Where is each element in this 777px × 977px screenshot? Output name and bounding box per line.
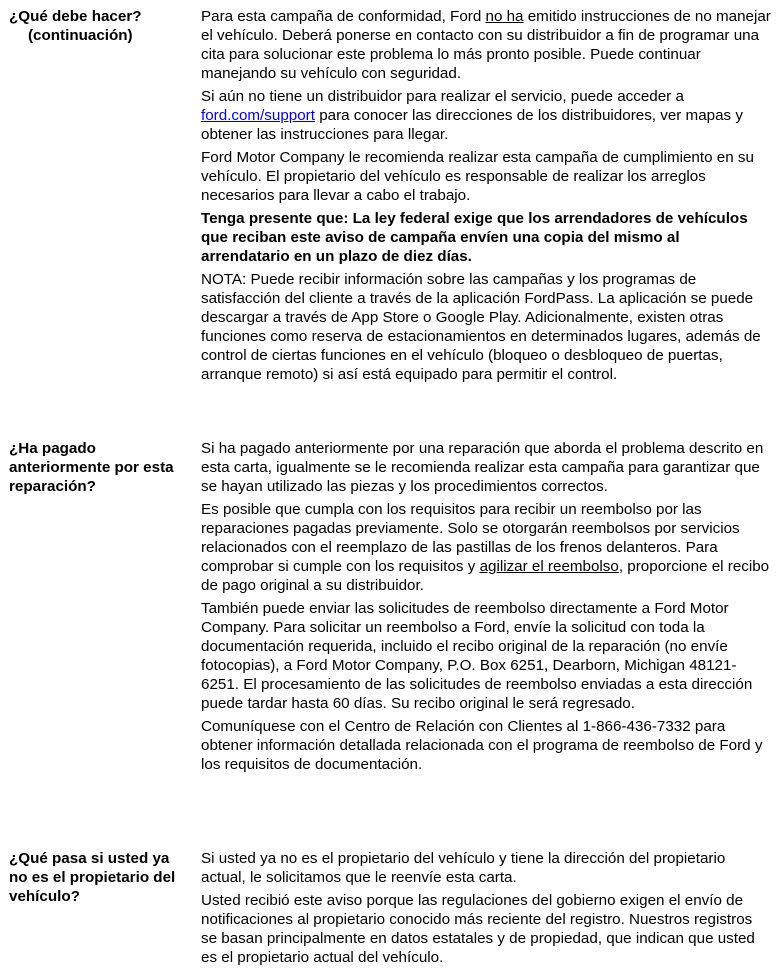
paragraph: Ford Motor Company le recomienda realizar esta campaña de cumplimiento en su vehículo. El propietario del vehículo es responsable de realizar los arreglos necesarios para llevar a cabo el trabajo. (201, 149, 754, 204)
fordpass-note: NOTA: Puede recibir información sobre las campañas y los programas de satisfacción del cliente a través de la aplicación FordPass. La aplicación se puede descargar a través de App Store o Google Play. Adicionalmente, existen otras funciones como reserva de estacionamientos en determinados lugares, además de control de ciertas funciones en el vehículo (bloqueo o desbloqueo de puertas, arranque remoto) si así está equipado para permitir el control. (201, 271, 761, 383)
underlined-text: agilizar el reembolso (479, 558, 619, 575)
section-heading (9, 7, 184, 45)
underlined-text: no ha (485, 8, 524, 25)
ford-support-link[interactable]: ford.com/support (201, 107, 315, 124)
paragraph: Usted recibió este aviso porque las regulaciones del gobierno exigen el envío de notificaciones al propietario conocido más reciente del registro. Nuestros registros se basan principalmente en datos estatales y de propiedad, que indican que usted es el propietario actual del vehículo. (201, 892, 755, 966)
section-body (201, 849, 771, 971)
paragraph: Si ha pagado anteriormente por una reparación que aborda el problema descrito en esta carta, igualmente se le recomienda realizar esta campaña para garantizar que se hayan utilizado las piezas y los procedimientos correctos. (201, 440, 764, 495)
paragraph: Si aún no tiene un distribuidor para realizar el servicio, puede acceder a ford.com/support para conocer las direcciones de los distribuidores, ver mapas y obtener las instrucciones para llegar. (201, 88, 743, 143)
section-heading: ¿Ha pagado anteriormente por esta reparación? (9, 440, 174, 495)
section-body (201, 439, 771, 778)
paragraph: Si usted ya no es el propietario del vehículo y tiene la dirección del propietario actual, le solicitamos que le reenvíe esta carta. (201, 850, 726, 886)
lessor-notice: Tenga presente que: La ley federal exige que los arrendadores de vehículos que reciban este aviso de campaña envíen una copia del mismo al arrendatario en un plazo de diez días. (201, 210, 748, 265)
heading-continuation: (continuación) (28, 27, 133, 44)
heading-line: ¿Qué debe hacer? (9, 8, 142, 25)
paragraph: Comuníquese con el Centro de Relación con Clientes al 1-866-436-7332 para obtener información detallada relacionada con el programa de reembolso de Ford y los requisitos de documentación. (201, 718, 763, 773)
paragraph: También puede enviar las solicitudes de reembolso directamente a Ford Motor Company. Para solicitar un reembolso a Ford, envíe la solicitud con toda la documentación requerida, incluido el recibo original de la reparación (no envíe fotocopias), a Ford Motor Company, P.O. Box 6251, Dearborn, Michigan 48121-6251. El procesamiento de las solicitudes de reembolso enviadas a esta dirección puede tardar hasta 60 días. Su recibo original le será regresado. (201, 600, 753, 712)
paragraph: Para esta campaña de conformidad, Ford no ha emitido instrucciones de no manejar el vehículo. Deberá ponerse en contacto con su distribuidor a fin de programar una cita para solucionar este problema lo más pronto posible. Puede continuar manejando su vehículo con seguridad. (201, 8, 771, 82)
section-body (201, 7, 771, 388)
paragraph: Es posible que cumpla con los requisitos para recibir un reembolso por las reparaciones pagadas previamente. Solo se otorgarán reembolsos por servicios relacionados con el reemplazo de las pastillas de los frenos delanteros. Para comprobar si cumple con los requisitos y agilizar el reembolso, proporcione el recibo de pago original a su distribuidor. (201, 501, 770, 594)
section-heading: ¿Qué pasa si usted ya no es el propietario del vehículo? (9, 850, 176, 905)
